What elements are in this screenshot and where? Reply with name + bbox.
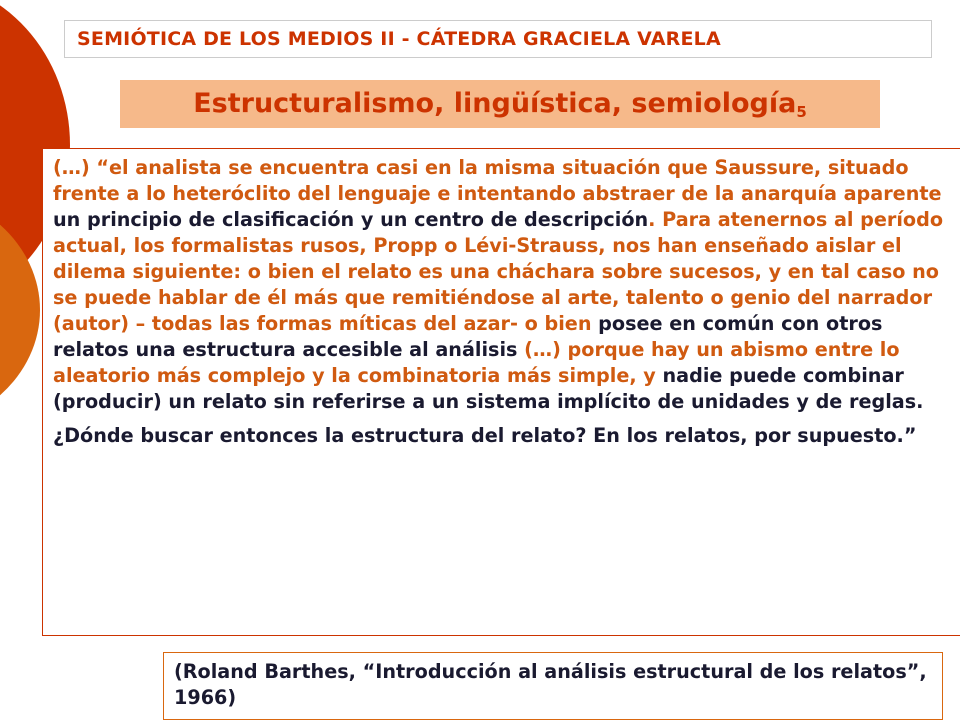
quote-segment-emphasis: nadie puede combinar (producir) un relato sin referirse a un sistema implícito de unidades y de reglas. — [53, 364, 924, 413]
slide-title-text: Estructuralismo, lingüística, semiología — [193, 87, 797, 119]
quote-segment-emphasis: posee en común con otros relatos una estructura accesible al análisis — [53, 312, 883, 361]
quote-segment-emphasis: un principio de clasificación y un centro de descripción — [53, 208, 649, 231]
quote-closing: ¿Dónde buscar entonces la estructura del relato? En los relatos, por supuesto.” — [53, 424, 917, 447]
quote-segment: (…) porque hay un abismo entre lo aleatorio más complejo y la combinatoria más simple, y — [53, 338, 900, 387]
course-title: SEMIÓTICA DE LOS MEDIOS II - CÁTEDRA GRACIELA VARELA — [77, 28, 721, 50]
quote-segment: . Para atenernos al período actual, los formalistas rusos, Propp o Lévi-Strauss, nos han enseñado aislar el dilema siguiente: o bien el relato es una cháchara sobre sucesos, y en tal caso no se puede hablar de él más que remitiéndose al arte, talento o genio del narrador (autor) – todas las formas míticas del azar- o bien — [53, 208, 944, 335]
quote-paragraph — [53, 155, 951, 415]
course-header — [64, 20, 932, 58]
citation-text: (Roland Barthes, “Introducción al análisis estructural de los relatos”, 1966) — [174, 660, 927, 709]
slide-title-subscript: 5 — [796, 102, 807, 121]
citation-box — [163, 652, 943, 720]
slide-title — [193, 88, 807, 121]
slide-title-banner — [120, 80, 880, 128]
quote-segment: (…) “el analista se encuentra casi en la misma situación que Saussure, situado frente a lo heteróclito del lenguaje e intentando abstraer de la anarquía aparente — [53, 156, 942, 205]
quote-box — [42, 148, 960, 636]
